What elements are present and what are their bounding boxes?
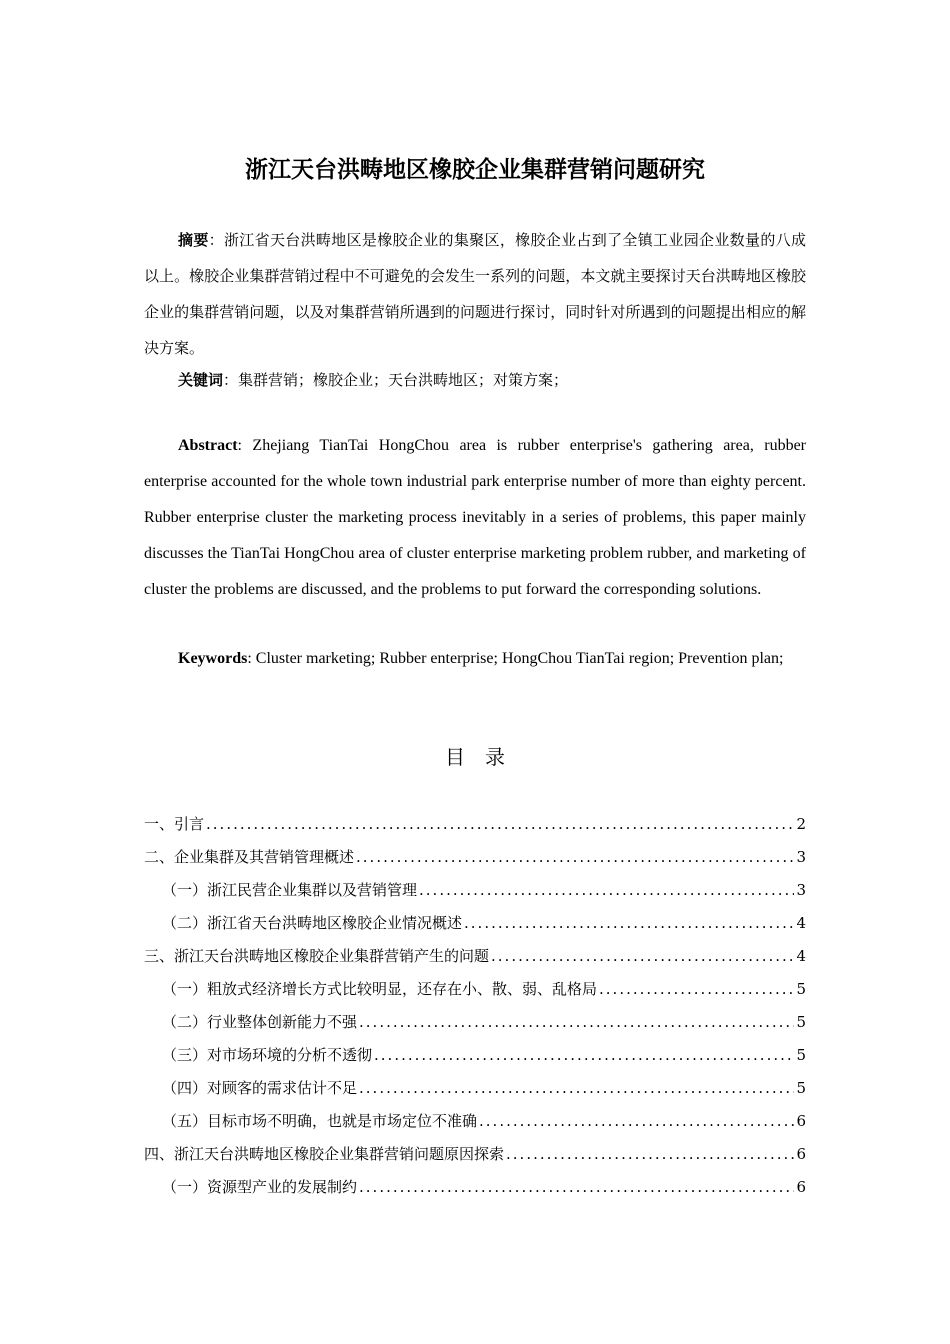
- toc-entry-title: 三、浙江天台洪畴地区橡胶企业集群营销产生的问题: [144, 947, 490, 965]
- toc-entry-title: （三）对市场环境的分析不透彻: [162, 1046, 373, 1064]
- table-of-contents: [144, 808, 806, 1204]
- toc-heading: 目录: [445, 745, 525, 769]
- toc-leader-dots: [206, 808, 794, 841]
- toc-entry-page: 2: [796, 815, 806, 833]
- toc-leader-dots: [359, 1072, 794, 1105]
- toc-entry[interactable]: [144, 1138, 806, 1171]
- toc-leader-dots: [356, 841, 794, 874]
- toc-entry-page: 6: [796, 1178, 806, 1196]
- toc-entry-title: 二、企业集群及其营销管理概述: [144, 848, 355, 866]
- toc-entry-page: 4: [796, 914, 806, 932]
- toc-entry-title: 四、浙江天台洪畴地区橡胶企业集群营销问题原因探索: [144, 1145, 505, 1163]
- toc-entry[interactable]: [144, 1006, 806, 1039]
- abstract-cn-text: 浙江省天台洪畴地区是橡胶企业的集聚区，橡胶企业占到了全镇工业园企业数量的八成以上。橡胶企业集群营销过程中不可避免的会发生一系列的问题，本文就主要探讨天台洪畴地区橡胶企业的集群营销问题，以及对集群营销所遇到的问题进行探讨，同时针对所遇到的问题提出相应的解决方案。: [144, 231, 806, 357]
- toc-entry-title: （二）行业整体创新能力不强: [162, 1013, 358, 1031]
- toc-entry[interactable]: [144, 907, 806, 940]
- abstract-en-text: Zhejiang TianTai HongChou area is rubber enterprise's gathering area, rubber enterprise accounted for the whole town industrial park enterprise number of more than eighty percent. Rubber enterprise cluster the marketing process inevitably in a series of problems, this paper mainly discusses the TianTai HongChou area of cluster enterprise marketing problem rubber, and marketing of cluster the problems are discussed, and the problems to put forward the corresponding solutions.: [144, 437, 807, 598]
- toc-entry-page: 3: [796, 848, 806, 866]
- toc-leader-dots: [464, 907, 794, 940]
- abstract-cn: [144, 222, 806, 366]
- toc-entry-page: 6: [796, 1145, 806, 1163]
- toc-entry-title: （一）资源型产业的发展制约: [162, 1178, 358, 1196]
- toc-leader-dots: [374, 1039, 794, 1072]
- keywords-en-text: Cluster marketing; Rubber enterprise; HongChou TianTai region; Prevention plan;: [255, 650, 784, 667]
- paper-title: 浙江天台洪畴地区橡胶企业集群营销问题研究: [245, 157, 705, 183]
- keywords-cn-label: 关键词: [178, 371, 224, 389]
- toc-leader-dots: [419, 874, 794, 907]
- toc-entry-title: （一）浙江民营企业集群以及营销管理: [162, 881, 418, 899]
- toc-leader-dots: [359, 1006, 794, 1039]
- toc-entry[interactable]: [144, 841, 806, 874]
- toc-entry-page: 5: [796, 1079, 806, 1097]
- toc-entry[interactable]: [144, 1072, 806, 1105]
- toc-entry-page: 3: [796, 881, 806, 899]
- toc-entry-title: （五）目标市场不明确，也就是市场定位不准确: [162, 1112, 478, 1130]
- toc-leader-dots: [359, 1171, 794, 1204]
- toc-leader-dots: [506, 1138, 794, 1171]
- toc-entry-page: 5: [796, 1046, 806, 1064]
- toc-leader-dots: [479, 1105, 794, 1138]
- keywords-en-sep: :: [247, 650, 256, 667]
- toc-entry[interactable]: [144, 1171, 806, 1204]
- keywords-en: [144, 641, 806, 677]
- abstract-en-label: Abstract: [178, 437, 238, 454]
- abstract-en: [144, 428, 806, 608]
- toc-entry-title: 一、引言: [144, 815, 205, 833]
- abstract-cn-label: 摘要: [178, 231, 209, 249]
- toc-entry-title: （四）对顾客的需求估计不足: [162, 1079, 358, 1097]
- toc-entry[interactable]: [144, 1105, 806, 1138]
- keywords-cn-sep: ：: [223, 371, 239, 389]
- toc-entry[interactable]: [144, 808, 806, 841]
- toc-leader-dots: [491, 940, 794, 973]
- toc-entry[interactable]: [144, 940, 806, 973]
- toc-entry-page: 4: [796, 947, 806, 965]
- keywords-en-label: Keywords: [178, 650, 248, 667]
- toc-entry[interactable]: [144, 1039, 806, 1072]
- toc-entry-title: （二）浙江省天台洪畴地区橡胶企业情况概述: [162, 914, 463, 932]
- toc-entry[interactable]: [144, 973, 806, 1006]
- abstract-cn-sep: ：: [208, 231, 224, 249]
- toc-entry[interactable]: [144, 874, 806, 907]
- toc-entry-page: 6: [796, 1112, 806, 1130]
- keywords-cn-text: 集群营销；橡胶企业；天台洪畴地区；对策方案；: [238, 371, 569, 389]
- toc-entry-title: （一）粗放式经济增长方式比较明显，还存在小、散、弱、乱格局: [162, 980, 598, 998]
- toc-entry-page: 5: [796, 1013, 806, 1031]
- toc-leader-dots: [599, 973, 794, 1006]
- toc-entry-page: 5: [796, 980, 806, 998]
- keywords-cn: [144, 362, 806, 398]
- abstract-en-sep: :: [237, 437, 253, 454]
